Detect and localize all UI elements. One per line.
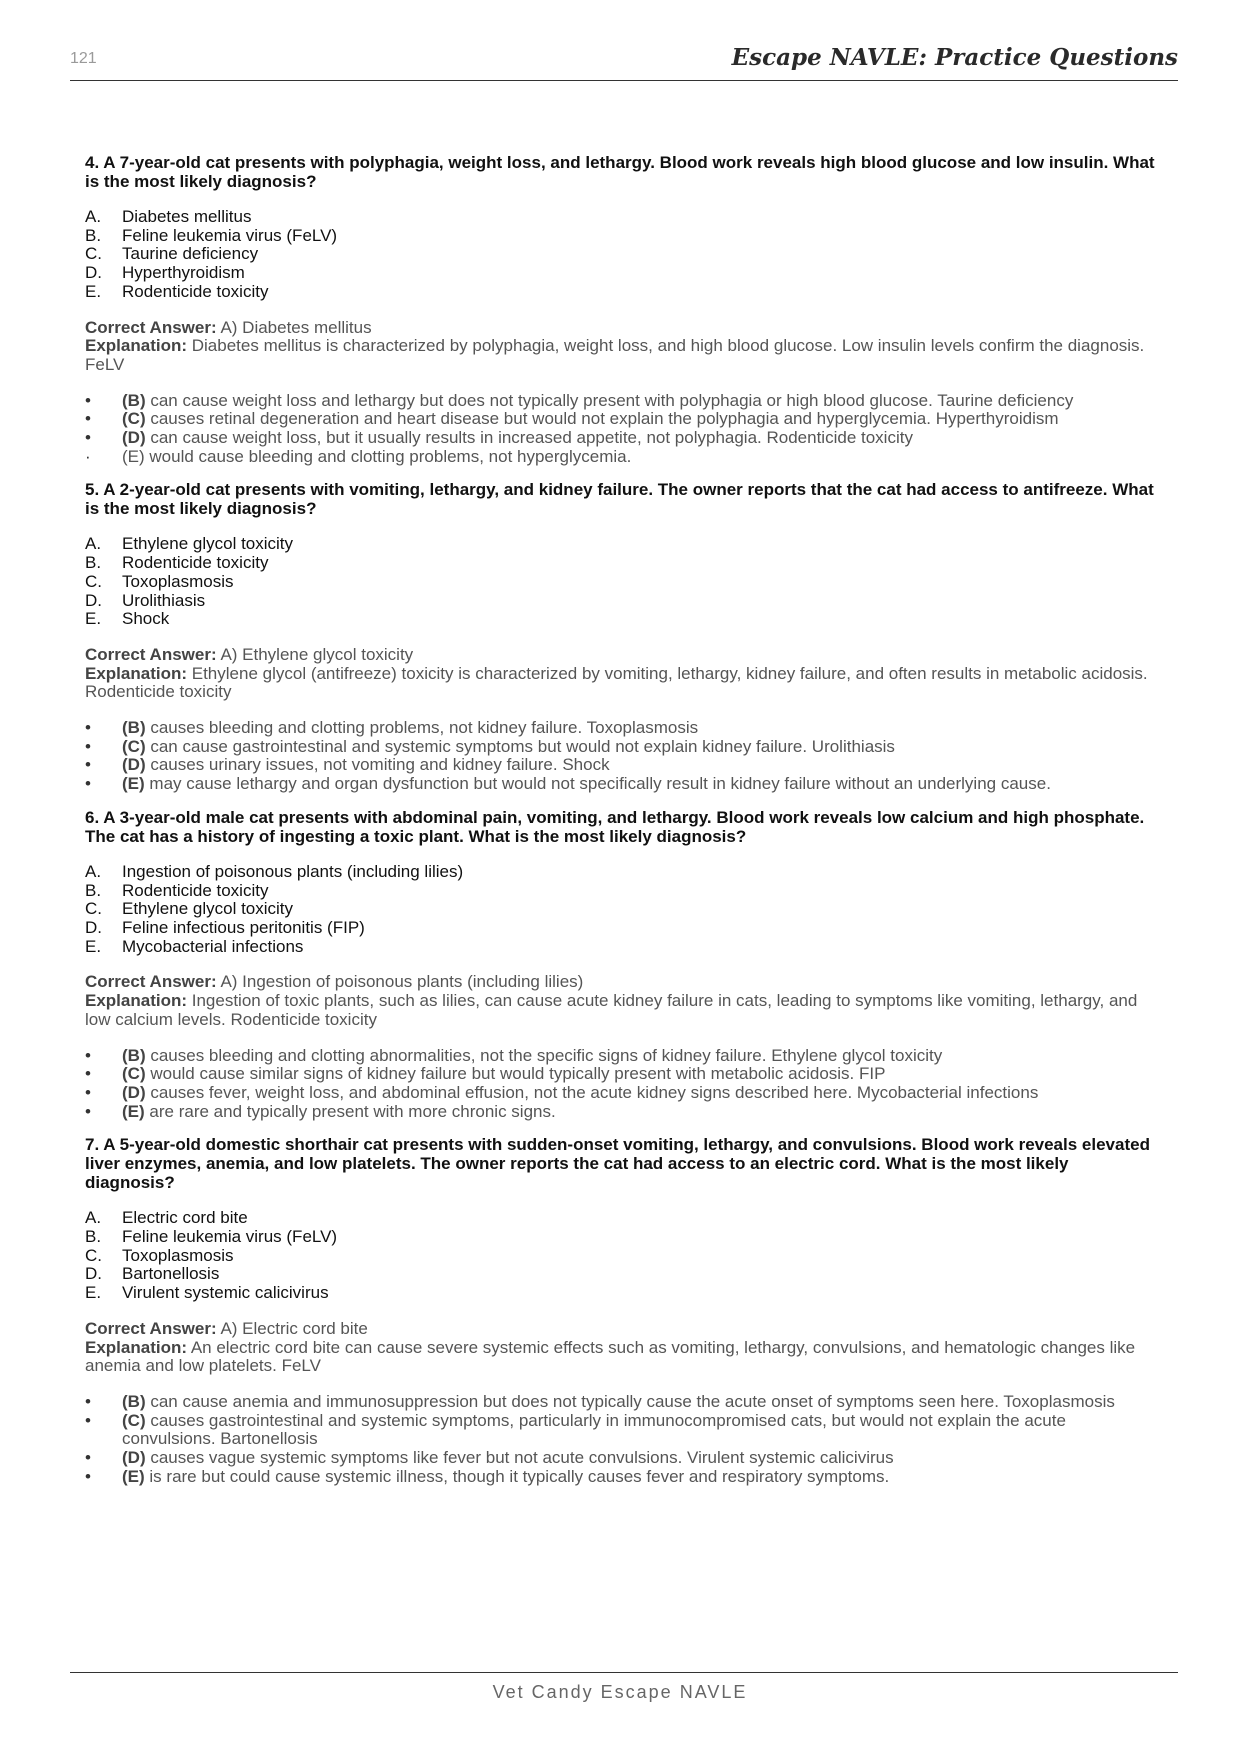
distractor-note bbox=[85, 1393, 1155, 1412]
choice-text: Taurine deficiency bbox=[122, 244, 259, 264]
explanation-line bbox=[85, 1339, 1155, 1376]
distractor-body bbox=[122, 1047, 942, 1066]
correct-answer-line bbox=[85, 973, 1155, 992]
distractor-body bbox=[122, 1393, 1115, 1412]
choice-letter: B. bbox=[85, 553, 102, 573]
distractor-text: causes bleeding and clotting abnormalities, not the specific signs of kidney failure. Ethylene glycol toxicity bbox=[150, 1045, 943, 1065]
distractor-body bbox=[122, 1084, 1038, 1103]
bullet-icon: • bbox=[85, 1101, 91, 1121]
distractor-body bbox=[122, 756, 610, 775]
bullet-icon: • bbox=[85, 409, 91, 429]
choice-letter: D. bbox=[85, 590, 102, 610]
distractor-note bbox=[85, 1468, 1155, 1487]
explanation-line bbox=[85, 665, 1155, 702]
answer-choice bbox=[85, 882, 1155, 901]
question-stem: 6. A 3-year-old male cat presents with abdominal pain, vomiting, and lethargy. Blood work reveals low calcium and high phosphate. The cat has a history of ingesting a toxic plant. What is the most likely diagnosis? bbox=[85, 807, 1145, 846]
bullet-icon: • bbox=[85, 1466, 91, 1486]
distractor-note bbox=[85, 1065, 1155, 1084]
choice-letter: E. bbox=[85, 609, 102, 629]
answer-explanation bbox=[85, 973, 1155, 1029]
choice-text: Ethylene glycol toxicity bbox=[122, 534, 294, 554]
explanation-line bbox=[85, 337, 1155, 374]
choice-text: Hyperthyroidism bbox=[122, 263, 245, 283]
answer-explanation bbox=[85, 646, 1155, 702]
correct-answer-value: A) Electric cord bite bbox=[220, 1318, 368, 1338]
distractor-note bbox=[85, 775, 1155, 794]
bullet-icon: • bbox=[85, 390, 91, 410]
footer-divider bbox=[70, 1672, 1178, 1673]
choice-letter: B. bbox=[85, 1227, 102, 1247]
distractor-letter: (B) bbox=[122, 718, 146, 738]
correct-answer-line bbox=[85, 319, 1155, 338]
explanation-text: Ethylene glycol (antifreeze) toxicity is characterized by vomiting, lethargy, kidney failure, and often results in metabolic acidosis. Rodenticide toxicity bbox=[85, 663, 1148, 702]
question-block bbox=[85, 1135, 1155, 1486]
distractor-note bbox=[85, 1449, 1155, 1468]
distractor-body bbox=[122, 1103, 556, 1122]
question-list bbox=[85, 153, 1155, 1500]
answer-choice bbox=[85, 535, 1155, 554]
distractor-note bbox=[85, 756, 1155, 775]
bullet-icon: • bbox=[85, 774, 91, 794]
answer-choices bbox=[85, 535, 1155, 629]
correct-answer-label: Correct Answer: bbox=[85, 317, 217, 337]
distractor-note bbox=[85, 1047, 1155, 1066]
choice-letter: C. bbox=[85, 244, 102, 264]
distractor-note bbox=[85, 1084, 1155, 1103]
choice-letter: A. bbox=[85, 1208, 102, 1228]
distractor-body bbox=[122, 738, 895, 757]
distractor-letter: (C) bbox=[122, 736, 146, 756]
bullet-icon: • bbox=[85, 736, 91, 756]
answer-choice bbox=[85, 264, 1155, 283]
distractor-note bbox=[85, 738, 1155, 757]
choice-text: Toxoplasmosis bbox=[122, 1245, 234, 1265]
answer-choice bbox=[85, 900, 1155, 919]
bullet-icon: • bbox=[85, 428, 91, 448]
distractor-letter: (D) bbox=[122, 755, 146, 775]
distractor-letter: (D) bbox=[122, 428, 146, 448]
distractor-text: can cause anemia and immunosuppression but does not typically cause the acute onset of symptoms seen here. Toxoplasmosis bbox=[150, 1391, 1115, 1411]
answer-choice bbox=[85, 227, 1155, 246]
bullet-icon: • bbox=[85, 718, 91, 738]
explanation-label: Explanation: bbox=[85, 1337, 188, 1357]
distractor-letter: (D) bbox=[122, 1448, 146, 1468]
bullet-icon: • bbox=[85, 1082, 91, 1102]
correct-answer-line bbox=[85, 646, 1155, 665]
bullet-icon: • bbox=[85, 1064, 91, 1084]
distractor-body bbox=[122, 1449, 894, 1468]
correct-answer-value: A) Ingestion of poisonous plants (including lilies) bbox=[220, 972, 584, 992]
choice-letter: C. bbox=[85, 899, 102, 919]
choice-letter: C. bbox=[85, 571, 102, 591]
correct-answer-value: A) Diabetes mellitus bbox=[220, 317, 372, 337]
choice-letter: B. bbox=[85, 880, 102, 900]
correct-answer-label: Correct Answer: bbox=[85, 644, 217, 664]
distractor-text: causes urinary issues, not vomiting and kidney failure. Shock bbox=[150, 755, 610, 775]
distractor-letter: (D) bbox=[122, 1082, 146, 1102]
header-title: Escape NAVLE: Practice Questions bbox=[731, 44, 1178, 71]
distractor-body bbox=[122, 1468, 889, 1487]
bullet-icon: · bbox=[85, 446, 91, 466]
question-block bbox=[85, 153, 1155, 466]
distractor-text: causes gastrointestinal and systemic symptoms, particularly in immunocompromised cats, but would not explain the acute convulsions. Bartonellosis bbox=[122, 1410, 1066, 1449]
correct-answer-label: Correct Answer: bbox=[85, 1318, 217, 1338]
distractor-text: can cause gastrointestinal and systemic symptoms but would not explain kidney failure. Urolithiasis bbox=[150, 736, 895, 756]
distractor-text: causes fever, weight loss, and abdominal effusion, not the acute kidney signs described here. Mycobacterial infections bbox=[150, 1082, 1039, 1102]
distractor-text: is rare but could cause systemic illness, though it typically causes fever and respiratory symptoms. bbox=[149, 1466, 890, 1486]
distractor-text: would cause similar signs of kidney failure but would typically present with metabolic acidosis. FIP bbox=[150, 1064, 886, 1084]
bullet-icon: • bbox=[85, 755, 91, 775]
choice-text: Rodenticide toxicity bbox=[122, 281, 269, 301]
distractor-letter: (C) bbox=[122, 1064, 146, 1084]
distractor-text: can cause weight loss and lethargy but does not typically present with polyphagia or high blood glucose. Taurine deficiency bbox=[150, 390, 1074, 410]
choice-letter: E. bbox=[85, 1283, 102, 1303]
distractor-letter: (B) bbox=[122, 1045, 146, 1065]
distractor-letter: (B) bbox=[122, 1391, 146, 1411]
distractor-body bbox=[122, 719, 698, 738]
page-number: 121 bbox=[70, 50, 97, 67]
answer-explanation bbox=[85, 319, 1155, 375]
answer-choice bbox=[85, 938, 1155, 957]
explanation-label: Explanation: bbox=[85, 336, 188, 356]
bullet-icon: • bbox=[85, 1448, 91, 1468]
explanation-text: Ingestion of toxic plants, such as lilies, can cause acute kidney failure in cats, leading to symptoms like vomiting, lethargy, and low calcium levels. Rodenticide toxicity bbox=[85, 991, 1138, 1029]
choice-text: Mycobacterial infections bbox=[122, 936, 304, 956]
answer-choice bbox=[85, 919, 1155, 938]
explanation-label: Explanation: bbox=[85, 663, 188, 683]
choice-text: Shock bbox=[122, 609, 170, 629]
choice-text: Urolithiasis bbox=[122, 590, 206, 610]
correct-answer-line bbox=[85, 1320, 1155, 1339]
choice-text: Feline leukemia virus (FeLV) bbox=[122, 225, 338, 245]
choice-text: Feline infectious peritonitis (FIP) bbox=[122, 917, 365, 937]
correct-answer-label: Correct Answer: bbox=[85, 972, 217, 992]
distractor-text: causes vague systemic symptoms like fever but not acute convulsions. Virulent systemic calicivirus bbox=[150, 1448, 894, 1468]
distractor-note bbox=[85, 429, 1155, 448]
distractor-letter: (B) bbox=[122, 390, 146, 410]
choice-text: Electric cord bite bbox=[122, 1208, 248, 1228]
choice-letter: D. bbox=[85, 917, 102, 937]
distractor-text: can cause weight loss, but it usually results in increased appetite, not polyphagia. Rodenticide toxicity bbox=[150, 428, 913, 448]
distractor-body bbox=[122, 1065, 885, 1084]
distractor-text: are rare and typically present with more chronic signs. bbox=[149, 1101, 556, 1121]
distractor-letter: (E) bbox=[122, 1466, 145, 1486]
choice-letter: C. bbox=[85, 1245, 102, 1265]
footer-text: Vet Candy Escape NAVLE bbox=[492, 1682, 748, 1702]
distractor-note bbox=[85, 410, 1155, 429]
distractor-text: (E) would cause bleeding and clotting problems, not hyperglycemia. bbox=[122, 446, 632, 466]
answer-choice bbox=[85, 208, 1155, 227]
distractor-body bbox=[122, 392, 1073, 411]
choice-letter: B. bbox=[85, 225, 102, 245]
distractor-note bbox=[85, 1103, 1155, 1122]
distractor-notes bbox=[85, 719, 1155, 794]
distractor-body bbox=[122, 448, 631, 467]
choice-text: Virulent systemic calicivirus bbox=[122, 1283, 329, 1303]
distractor-text: may cause lethargy and organ dysfunction but would not specifically result in kidney failure without an underlying cause. bbox=[149, 774, 1051, 794]
distractor-letter: (E) bbox=[122, 1101, 145, 1121]
answer-choices bbox=[85, 863, 1155, 957]
choice-text: Bartonellosis bbox=[122, 1264, 220, 1284]
answer-choice bbox=[85, 592, 1155, 611]
answer-choice bbox=[85, 554, 1155, 573]
choice-letter: D. bbox=[85, 263, 102, 283]
answer-choice bbox=[85, 1228, 1155, 1247]
question-block bbox=[85, 480, 1155, 793]
distractor-notes bbox=[85, 1393, 1155, 1487]
distractor-letter: (E) bbox=[122, 774, 145, 794]
distractor-body bbox=[122, 1412, 1155, 1449]
choice-letter: E. bbox=[85, 281, 102, 301]
bullet-icon: • bbox=[85, 1045, 91, 1065]
explanation-line bbox=[85, 992, 1155, 1029]
answer-explanation bbox=[85, 1320, 1155, 1376]
distractor-body bbox=[122, 410, 1059, 429]
question-block bbox=[85, 808, 1155, 1121]
choice-letter: A. bbox=[85, 207, 102, 226]
explanation-text: Diabetes mellitus is characterized by polyphagia, weight loss, and high blood glucose. Low insulin levels confirm the diagnosis. FeLV bbox=[85, 336, 1145, 374]
distractor-note bbox=[85, 1412, 1155, 1449]
choice-text: Rodenticide toxicity bbox=[122, 880, 269, 900]
choice-text: Diabetes mellitus bbox=[122, 207, 252, 226]
explanation-label: Explanation: bbox=[85, 991, 188, 1011]
distractor-body bbox=[122, 775, 1051, 794]
question-stem: 4. A 7-year-old cat presents with polyphagia, weight loss, and lethargy. Blood work reveals high blood glucose and low insulin. What is the most likely diagnosis? bbox=[85, 153, 1155, 191]
answer-choices bbox=[85, 208, 1155, 302]
distractor-letter: (C) bbox=[122, 1410, 146, 1430]
correct-answer-value: A) Ethylene glycol toxicity bbox=[220, 644, 414, 664]
choice-letter: D. bbox=[85, 1264, 102, 1284]
distractor-note bbox=[85, 448, 1155, 467]
answer-choice bbox=[85, 1284, 1155, 1303]
distractor-text: causes retinal degeneration and heart disease but would not explain the polyphagia and hyperglycemia. Hyperthyroidism bbox=[150, 409, 1059, 429]
choice-text: Feline leukemia virus (FeLV) bbox=[122, 1227, 338, 1247]
distractor-notes bbox=[85, 392, 1155, 467]
answer-choice bbox=[85, 1247, 1155, 1266]
distractor-notes bbox=[85, 1047, 1155, 1122]
answer-choice bbox=[85, 610, 1155, 629]
distractor-text: causes bleeding and clotting problems, not kidney failure. Toxoplasmosis bbox=[150, 718, 699, 738]
question-stem: 5. A 2-year-old cat presents with vomiting, lethargy, and kidney failure. The owner reports that the cat had access to antifreeze. What is the most likely diagnosis? bbox=[85, 480, 1154, 519]
answer-choices bbox=[85, 1209, 1155, 1303]
distractor-body bbox=[122, 429, 913, 448]
answer-choice bbox=[85, 573, 1155, 592]
choice-letter: A. bbox=[85, 861, 102, 881]
choice-letter: E. bbox=[85, 936, 102, 956]
question-stem: 7. A 5-year-old domestic shorthair cat presents with sudden-onset vomiting, lethargy, and convulsions. Blood work reveals elevated liver enzymes, anemia, and low platelets. The owner reports the cat had access to an electric cord. What is the most likely diagnosis? bbox=[85, 1135, 1150, 1193]
choice-text: Ethylene glycol toxicity bbox=[122, 899, 294, 919]
choice-text: Toxoplasmosis bbox=[122, 571, 234, 591]
choice-text: Ingestion of poisonous plants (including lilies) bbox=[122, 861, 464, 881]
bullet-icon: • bbox=[85, 1391, 91, 1411]
header-divider bbox=[70, 80, 1178, 81]
answer-choice bbox=[85, 245, 1155, 264]
distractor-letter: (C) bbox=[122, 409, 146, 429]
answer-choice bbox=[85, 1265, 1155, 1284]
bullet-icon: • bbox=[85, 1410, 91, 1430]
explanation-text: An electric cord bite can cause severe systemic effects such as vomiting, lethargy, convulsions, and hematologic changes like anemia and low platelets. FeLV bbox=[85, 1337, 1136, 1376]
choice-text: Rodenticide toxicity bbox=[122, 553, 269, 573]
answer-choice bbox=[85, 1209, 1155, 1228]
answer-choice bbox=[85, 283, 1155, 302]
distractor-note bbox=[85, 392, 1155, 411]
distractor-note bbox=[85, 719, 1155, 738]
answer-choice bbox=[85, 863, 1155, 882]
choice-letter: A. bbox=[85, 534, 102, 554]
